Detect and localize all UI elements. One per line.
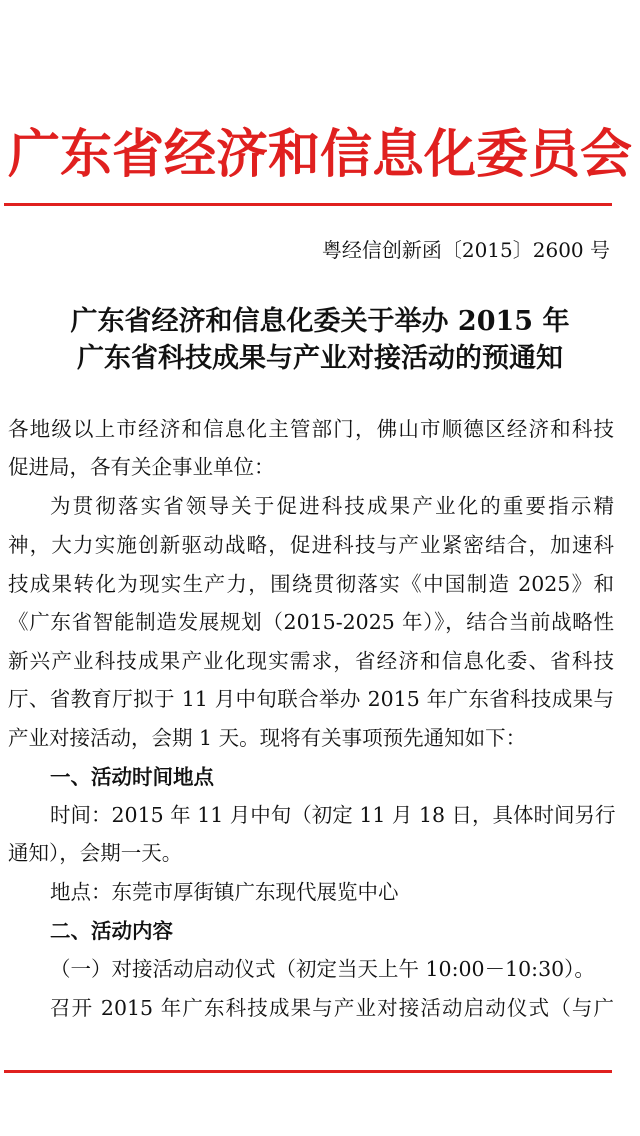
time-line-1: 时间：2015 年 11 月中旬（初定 11 月 18 日，具体时间另行	[50, 803, 616, 827]
paragraph-1-line-2: 神，大力实施创新驱动战略，促进科技与产业紧密结合，加速科	[8, 533, 614, 557]
section-2-heading: 二、活动内容	[50, 919, 173, 943]
paragraph-1-line-7: 产业对接活动，会期 1 天。现将有关事项预先通知如下：	[8, 726, 527, 750]
footer-red-rule	[4, 1070, 612, 1073]
header-red-rule	[4, 203, 612, 206]
issuing-authority-title: 广东省经济和信息化委员会	[7, 124, 632, 185]
item-1-description-line-1: 召开 2015 年广东科技成果与产业对接活动启动仪式（与广	[50, 996, 614, 1020]
recipients-line-1: 各地级以上市经济和信息化主管部门，佛山市顺德区经济和科技	[8, 417, 614, 441]
document-title-line-1: 广东省经济和信息化委关于举办 2015 年	[70, 306, 570, 337]
document-number: 粤经信创新函〔2015〕2600 号	[321, 238, 610, 262]
section-1-heading: 一、活动时间地点	[50, 765, 214, 789]
paragraph-1-line-4: 《广东省智能制造发展规划（2015-2025 年）》，结合当前战略性	[8, 610, 614, 634]
paragraph-1-line-6: 厅、省教育厅拟于 11 月中旬联合举办 2015 年广东省科技成果与	[8, 687, 614, 711]
time-line-2: 通知），会期一天。	[8, 841, 183, 865]
item-1-heading: （一）对接活动启动仪式（初定当天上午 10:00－10:30）。	[50, 957, 595, 981]
paragraph-1-line-5: 新兴产业科技成果产业化现实需求，省经济和信息化委、省科技	[8, 649, 614, 673]
paragraph-1-line-3: 技成果转化为现实生产力，围绕贯彻落实《中国制造 2025》和	[8, 572, 614, 596]
recipients-line-2: 促进局，各有关企事业单位：	[8, 455, 275, 479]
document-title-line-2: 广东省科技成果与产业对接活动的预通知	[77, 343, 563, 374]
paragraph-1-line-1: 为贯彻落实省领导关于促进科技成果产业化的重要指示精	[50, 494, 614, 518]
location-line: 地点：东莞市厚街镇广东现代展览中心	[50, 880, 399, 904]
